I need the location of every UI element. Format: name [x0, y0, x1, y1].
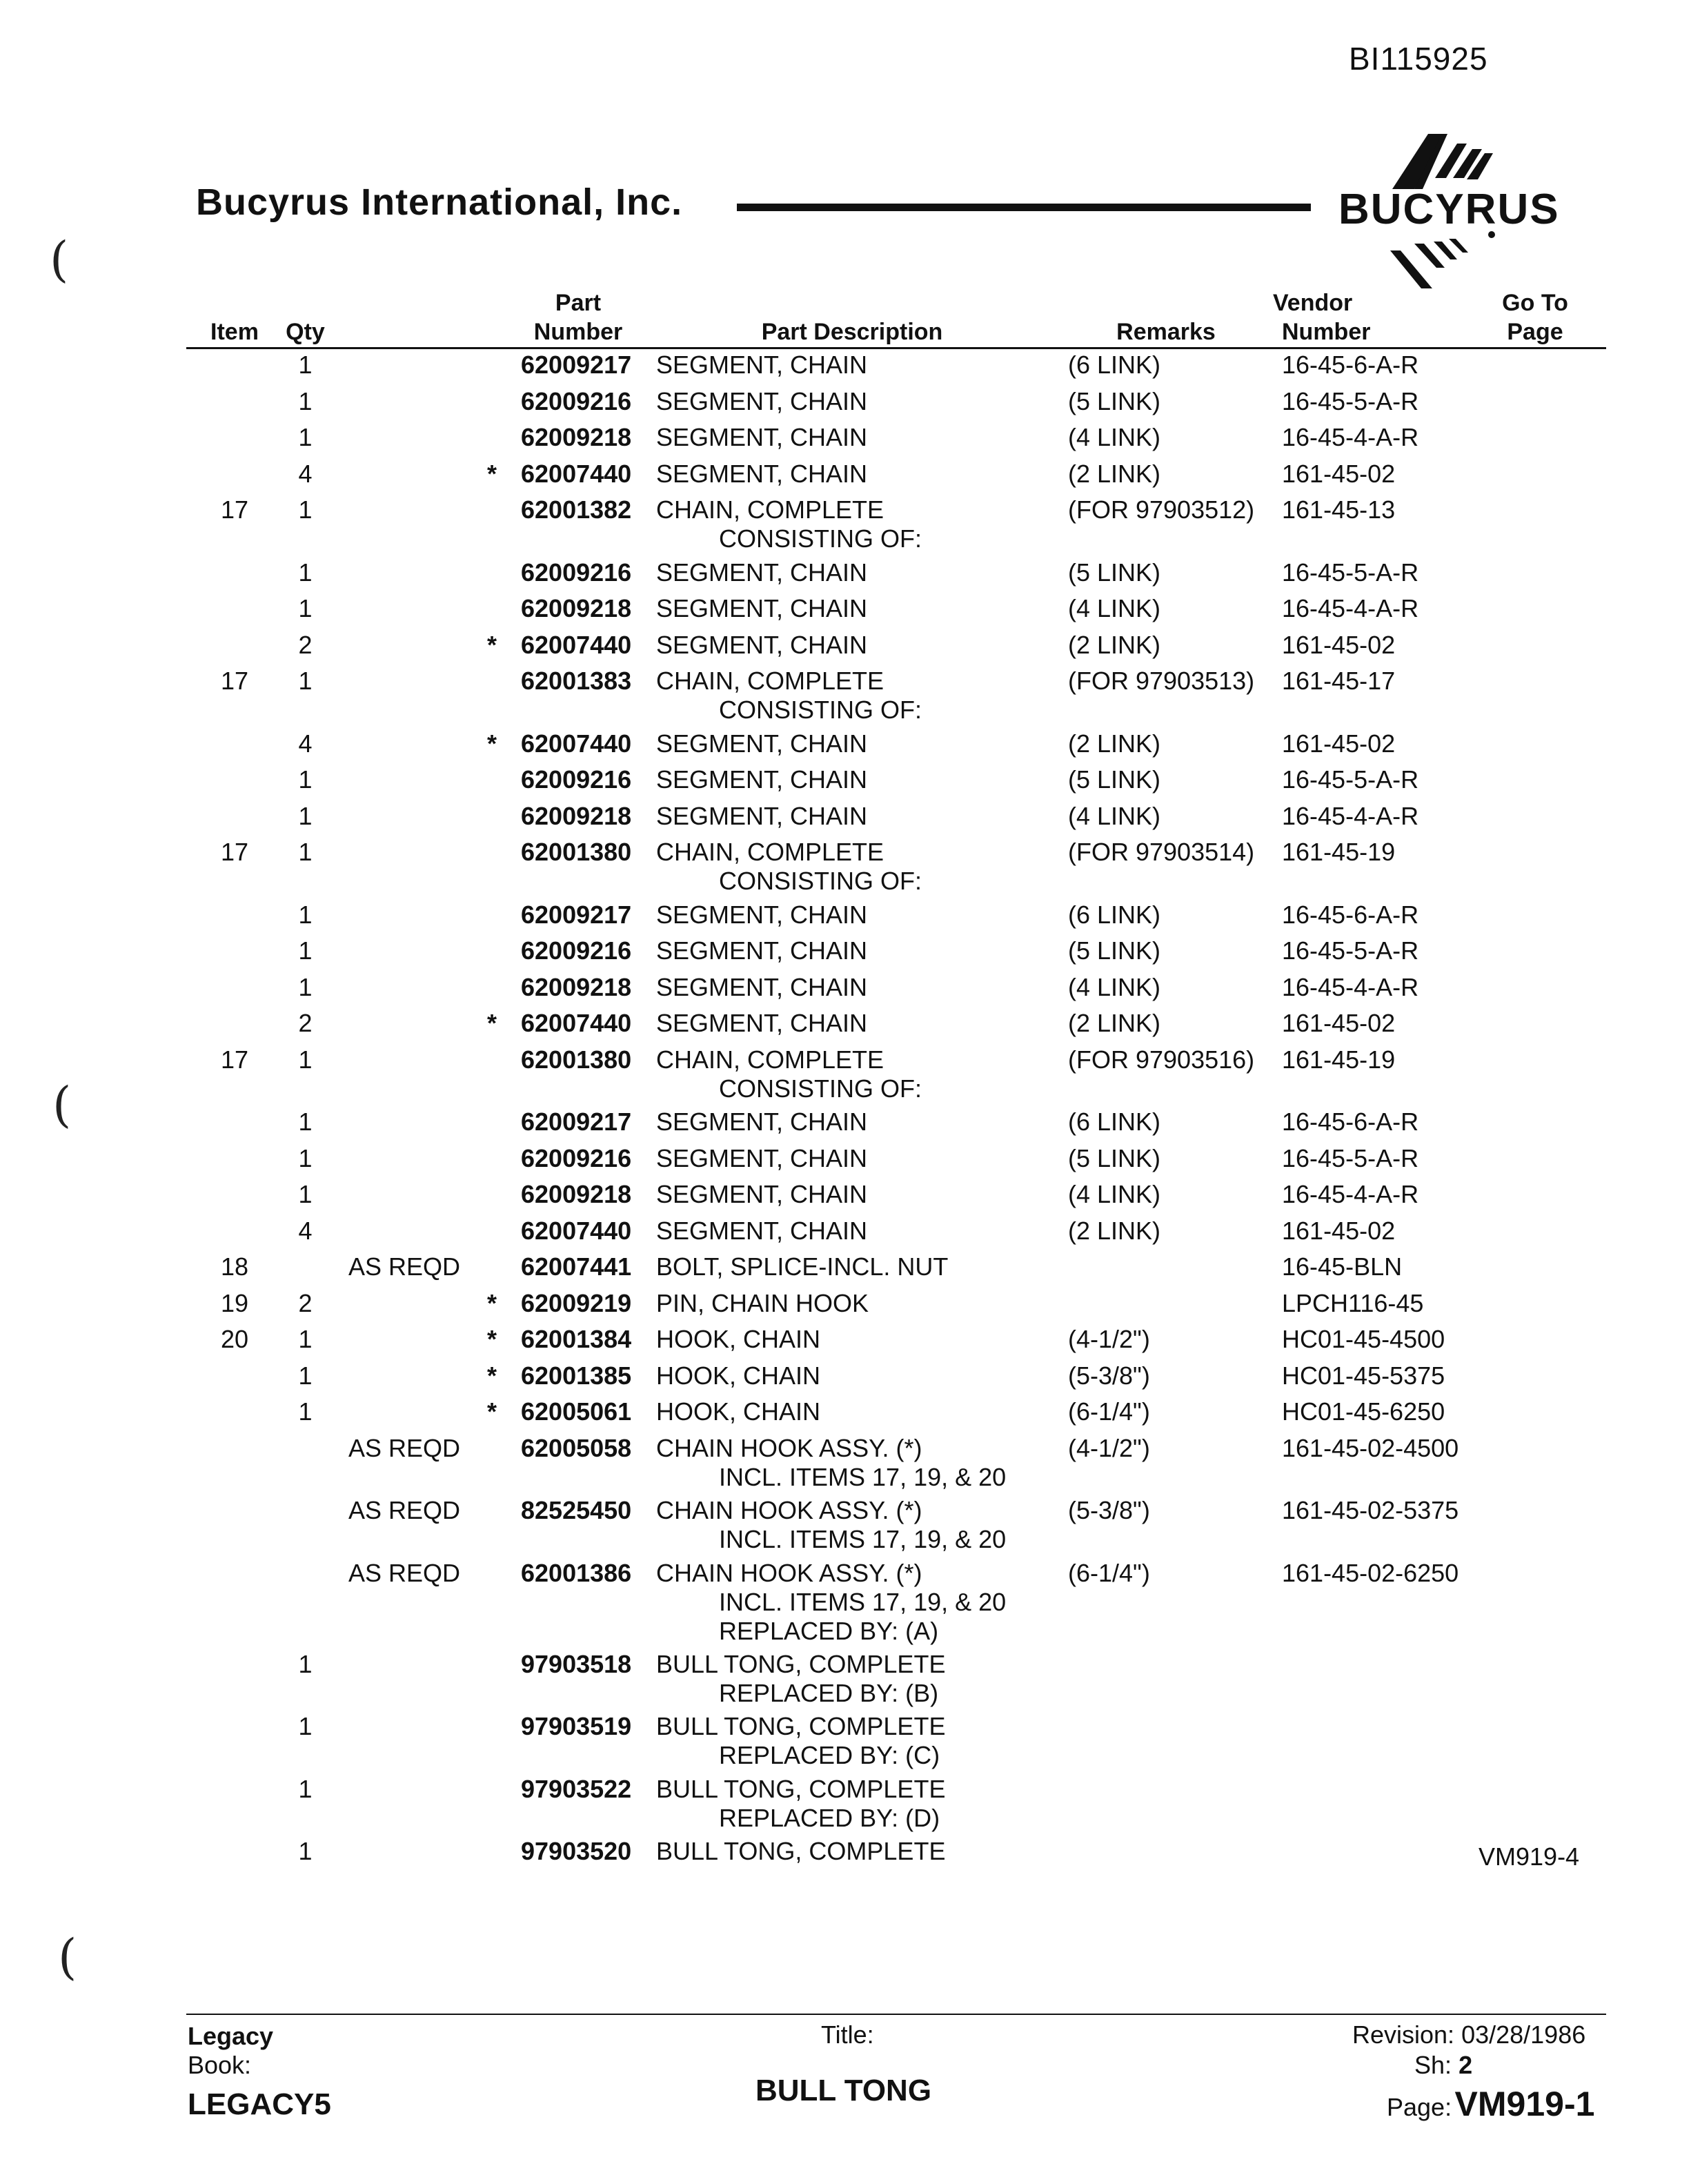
column-header-qty: Qty	[286, 319, 325, 345]
qty-cell: 1	[298, 801, 313, 830]
vendor-number-cell: 16-45-4-A-R	[1282, 801, 1419, 830]
header-rule	[186, 347, 1606, 349]
qty-cell: 1	[298, 1143, 313, 1172]
description-cell: SEGMENT, CHAIN	[656, 1216, 868, 1245]
footer-title-label: Title:	[821, 2020, 874, 2049]
vendor-number-cell: 16-45-4-A-R	[1282, 1180, 1419, 1208]
margin-mark: (	[58, 1929, 77, 1985]
part-number-cell: 62005061	[521, 1397, 632, 1426]
remarks-cell: (FOR 97903514)	[1068, 838, 1255, 866]
part-number-cell: 62007441	[521, 1252, 632, 1281]
asterisk-marker: *	[487, 1325, 497, 1353]
description-subline: INCL. ITEMS 17, 19, & 20	[719, 1587, 1007, 1616]
description-cell: HOOK, CHAIN	[656, 1361, 821, 1390]
footer-title-value: BULL TONG	[755, 2074, 932, 2107]
item-cell: 17	[220, 495, 249, 524]
qty-cell: 1	[298, 1774, 313, 1803]
part-number-cell: 62009218	[521, 594, 632, 622]
vm-reference: VM919-4	[1479, 1842, 1580, 1871]
remarks-cell: (4 LINK)	[1068, 972, 1161, 1001]
part-number-cell: 82525450	[521, 1496, 632, 1524]
description-subline: REPLACED BY: (B)	[719, 1678, 939, 1707]
part-number-cell: 62007440	[521, 459, 632, 488]
vendor-number-cell: 16-45-4-A-R	[1282, 972, 1419, 1001]
qty-cell: 4	[298, 459, 313, 488]
vendor-number-cell: 16-45-5-A-R	[1282, 765, 1419, 794]
vendor-number-cell: 161-45-02	[1282, 459, 1396, 488]
remarks-cell: (4 LINK)	[1068, 423, 1161, 451]
remarks-cell: (5-3/8")	[1068, 1496, 1150, 1524]
as-reqd-cell: AS REQD	[348, 1252, 461, 1281]
part-number-cell: 62001380	[521, 838, 632, 866]
description-subline: REPLACED BY: (C)	[719, 1741, 940, 1769]
qty-cell: 1	[298, 900, 313, 929]
footer-book-value: LEGACY5	[188, 2087, 331, 2121]
asterisk-marker: *	[487, 630, 497, 659]
remarks-cell: (2 LINK)	[1068, 1216, 1161, 1245]
description-cell: CHAIN, COMPLETE	[656, 1045, 884, 1074]
remarks-cell: (4 LINK)	[1068, 594, 1161, 622]
qty-cell: 1	[298, 1325, 313, 1353]
qty-cell: 1	[298, 1837, 313, 1865]
remarks-cell: (4 LINK)	[1068, 801, 1161, 830]
asterisk-marker: *	[487, 1361, 497, 1390]
asterisk-marker: *	[487, 729, 497, 758]
remarks-cell: (5 LINK)	[1068, 1143, 1161, 1172]
description-cell: BULL TONG, COMPLETE	[656, 1774, 946, 1803]
remarks-cell: (6-1/4")	[1068, 1558, 1150, 1587]
vendor-number-cell: 161-45-02	[1282, 729, 1396, 758]
footer-revision: Revision: 03/28/1986	[1352, 2020, 1586, 2049]
remarks-cell: (FOR 97903516)	[1068, 1045, 1255, 1074]
item-cell: 17	[220, 1045, 249, 1074]
qty-cell: 1	[298, 1108, 313, 1136]
item-cell: 17	[220, 838, 249, 866]
margin-mark: (	[52, 1076, 72, 1133]
qty-cell: 4	[298, 1216, 313, 1245]
asterisk-marker: *	[487, 1397, 497, 1426]
part-number-cell: 62005058	[521, 1433, 632, 1462]
description-cell: SEGMENT, CHAIN	[656, 765, 868, 794]
description-subline: INCL. ITEMS 17, 19, & 20	[719, 1525, 1007, 1553]
column-header-goto-top: Go To	[1502, 290, 1568, 316]
vendor-number-cell: 161-45-02-5375	[1282, 1496, 1459, 1524]
description-cell: CHAIN HOOK ASSY. (*)	[656, 1496, 922, 1524]
description-cell: SEGMENT, CHAIN	[656, 423, 868, 451]
description-cell: SEGMENT, CHAIN	[656, 1108, 868, 1136]
remarks-cell: (FOR 97903512)	[1068, 495, 1255, 524]
qty-cell: 1	[298, 1045, 313, 1074]
vendor-number-cell: 161-45-02	[1282, 1216, 1396, 1245]
part-number-cell: 62001384	[521, 1325, 632, 1353]
part-number-cell: 62009216	[521, 386, 632, 415]
description-cell: CHAIN, COMPLETE	[656, 838, 884, 866]
description-cell: SEGMENT, CHAIN	[656, 630, 868, 659]
vendor-number-cell: 16-45-5-A-R	[1282, 1143, 1419, 1172]
item-cell: 17	[220, 667, 249, 695]
qty-cell: 1	[298, 495, 313, 524]
vendor-number-cell: 161-45-02-6250	[1282, 1558, 1459, 1587]
footer-rule	[186, 2014, 1606, 2015]
description-cell: SEGMENT, CHAIN	[656, 900, 868, 929]
part-number-cell: 62009218	[521, 801, 632, 830]
vendor-number-cell: 161-45-02	[1282, 630, 1396, 659]
asterisk-marker: *	[487, 459, 497, 488]
part-number-cell: 62007440	[521, 1009, 632, 1037]
part-number-cell: 97903518	[521, 1649, 632, 1678]
part-number-cell: 97903522	[521, 1774, 632, 1803]
description-cell: SEGMENT, CHAIN	[656, 351, 868, 379]
qty-cell: 1	[298, 667, 313, 695]
qty-cell: 1	[298, 936, 313, 965]
column-header-remarks: Remarks	[1116, 319, 1216, 345]
description-cell: SEGMENT, CHAIN	[656, 1009, 868, 1037]
part-number-cell: 62009217	[521, 1108, 632, 1136]
part-number-cell: 62009218	[521, 423, 632, 451]
as-reqd-cell: AS REQD	[348, 1496, 461, 1524]
part-number-cell: 62009216	[521, 936, 632, 965]
remarks-cell: (6-1/4")	[1068, 1397, 1150, 1426]
qty-cell: 1	[298, 1180, 313, 1208]
vendor-number-cell: 161-45-02-4500	[1282, 1433, 1459, 1462]
vendor-number-cell: 16-45-4-A-R	[1282, 594, 1419, 622]
description-cell: SEGMENT, CHAIN	[656, 386, 868, 415]
vendor-number-cell: 16-45-5-A-R	[1282, 558, 1419, 587]
vendor-number-cell: HC01-45-4500	[1282, 1325, 1445, 1353]
description-subline: CONSISTING OF:	[719, 696, 922, 724]
qty-cell: 1	[298, 423, 313, 451]
description-cell: SEGMENT, CHAIN	[656, 972, 868, 1001]
description-subline-2: REPLACED BY: (A)	[719, 1616, 939, 1645]
qty-cell: 1	[298, 838, 313, 866]
description-cell: HOOK, CHAIN	[656, 1325, 821, 1353]
description-cell: HOOK, CHAIN	[656, 1397, 821, 1426]
qty-cell: 1	[298, 765, 313, 794]
remarks-cell: (6 LINK)	[1068, 1108, 1161, 1136]
part-number-cell: 62009218	[521, 972, 632, 1001]
description-cell: CHAIN, COMPLETE	[656, 495, 884, 524]
footer-page	[1387, 2084, 1594, 2124]
qty-cell: 1	[298, 594, 313, 622]
part-number-cell: 62009218	[521, 1180, 632, 1208]
part-number-cell: 62009216	[521, 558, 632, 587]
footer-page-label: Page:	[1387, 2093, 1452, 2121]
remarks-cell: (2 LINK)	[1068, 1009, 1161, 1037]
part-number-cell: 62007440	[521, 1216, 632, 1245]
remarks-cell: (6 LINK)	[1068, 900, 1161, 929]
remarks-cell: (5-3/8")	[1068, 1361, 1150, 1390]
part-number-cell: 62001385	[521, 1361, 632, 1390]
part-number-cell: 62009219	[521, 1288, 632, 1317]
remarks-cell: (4-1/2")	[1068, 1433, 1150, 1462]
title-rule	[737, 204, 1311, 211]
column-header-part-bottom: Number	[533, 319, 623, 345]
column-header-item: Item	[210, 319, 259, 345]
description-cell: SEGMENT, CHAIN	[656, 801, 868, 830]
qty-cell: 1	[298, 1397, 313, 1426]
remarks-cell: (5 LINK)	[1068, 765, 1161, 794]
description-cell: BULL TONG, COMPLETE	[656, 1837, 946, 1865]
column-header-goto-bottom: Page	[1507, 319, 1563, 345]
footer-legacy-label: Legacy	[188, 2022, 274, 2050]
qty-cell: 1	[298, 972, 313, 1001]
qty-cell: 2	[298, 1288, 313, 1317]
vendor-number-cell: 161-45-02	[1282, 1009, 1396, 1037]
footer-page-value: VM919-1	[1454, 2085, 1595, 2123]
part-number-cell: 62007440	[521, 729, 632, 758]
part-number-cell: 97903519	[521, 1712, 632, 1740]
vendor-number-cell: 16-45-6-A-R	[1282, 1108, 1419, 1136]
part-number-cell: 62009217	[521, 351, 632, 379]
description-cell: BULL TONG, COMPLETE	[656, 1712, 946, 1740]
column-header-part-top: Part	[555, 290, 602, 316]
description-cell: CHAIN, COMPLETE	[656, 667, 884, 695]
vendor-number-cell: 16-45-4-A-R	[1282, 423, 1419, 451]
footer-sheet	[1414, 2051, 1472, 2080]
item-cell: 18	[220, 1252, 249, 1281]
vendor-number-cell: HC01-45-5375	[1282, 1361, 1445, 1390]
footer-book-label: Book:	[188, 2051, 252, 2079]
qty-cell: 4	[298, 729, 313, 758]
vendor-number-cell: 16-45-5-A-R	[1282, 386, 1419, 415]
qty-cell: 1	[298, 386, 313, 415]
qty-cell: 1	[298, 1649, 313, 1678]
qty-cell: 1	[298, 1361, 313, 1390]
description-cell: SEGMENT, CHAIN	[656, 1180, 868, 1208]
vendor-number-cell: 16-45-BLN	[1282, 1252, 1403, 1281]
company-name: Bucyrus International, Inc.	[196, 181, 683, 223]
remarks-cell: (2 LINK)	[1068, 459, 1161, 488]
part-number-cell: 97903520	[521, 1837, 632, 1865]
remarks-cell: (5 LINK)	[1068, 558, 1161, 587]
description-subline: CONSISTING OF:	[719, 1074, 922, 1103]
remarks-cell: (5 LINK)	[1068, 386, 1161, 415]
description-subline: CONSISTING OF:	[719, 867, 922, 895]
description-cell: BOLT, SPLICE-INCL. NUT	[656, 1252, 949, 1281]
remarks-cell: (FOR 97903513)	[1068, 667, 1255, 695]
qty-cell: 1	[298, 1712, 313, 1740]
description-cell: CHAIN HOOK ASSY. (*)	[656, 1558, 922, 1587]
as-reqd-cell: AS REQD	[348, 1558, 461, 1587]
column-header-vendor-top: Vendor	[1273, 290, 1353, 316]
column-header-description: Part Description	[761, 319, 943, 345]
vendor-number-cell: 16-45-5-A-R	[1282, 936, 1419, 965]
asterisk-marker: *	[487, 1009, 497, 1037]
remarks-cell: (4 LINK)	[1068, 1180, 1161, 1208]
description-cell: PIN, CHAIN HOOK	[656, 1288, 869, 1317]
qty-cell: 2	[298, 1009, 313, 1037]
remarks-cell: (2 LINK)	[1068, 729, 1161, 758]
footer-sheet-value: 2	[1458, 2051, 1473, 2079]
description-cell: CHAIN HOOK ASSY. (*)	[656, 1433, 922, 1462]
part-number-cell: 62001380	[521, 1045, 632, 1074]
description-cell: BULL TONG, COMPLETE	[656, 1649, 946, 1678]
vendor-number-cell: 161-45-19	[1282, 1045, 1396, 1074]
part-number-cell: 62009217	[521, 900, 632, 929]
part-number-cell: 62001382	[521, 495, 632, 524]
column-header-vendor-bottom: Number	[1282, 319, 1371, 345]
item-cell: 20	[220, 1325, 249, 1353]
description-cell: SEGMENT, CHAIN	[656, 936, 868, 965]
document-id: BI115925	[1349, 41, 1488, 77]
remarks-cell: (2 LINK)	[1068, 630, 1161, 659]
vendor-number-cell: 16-45-6-A-R	[1282, 900, 1419, 929]
description-subline: CONSISTING OF:	[719, 524, 922, 553]
as-reqd-cell: AS REQD	[348, 1433, 461, 1462]
description-cell: SEGMENT, CHAIN	[656, 594, 868, 622]
description-subline: INCL. ITEMS 17, 19, & 20	[719, 1462, 1007, 1491]
vendor-number-cell: HC01-45-6250	[1282, 1397, 1445, 1426]
description-cell: SEGMENT, CHAIN	[656, 459, 868, 488]
part-number-cell: 62001383	[521, 667, 632, 695]
item-cell: 19	[220, 1288, 249, 1317]
qty-cell: 1	[298, 558, 313, 587]
vendor-number-cell: 161-45-13	[1282, 495, 1396, 524]
logo-wordmark: BUCYRUS	[1338, 186, 1560, 233]
description-cell: SEGMENT, CHAIN	[656, 729, 868, 758]
remarks-cell: (4-1/2")	[1068, 1325, 1150, 1353]
remarks-cell: (6 LINK)	[1068, 351, 1161, 379]
part-number-cell: 62009216	[521, 1143, 632, 1172]
footer-sheet-label: Sh:	[1414, 2051, 1452, 2079]
qty-cell: 1	[298, 351, 313, 379]
asterisk-marker: *	[487, 1288, 497, 1317]
vendor-number-cell: 161-45-19	[1282, 838, 1396, 866]
vendor-number-cell: 161-45-17	[1282, 667, 1396, 695]
vendor-number-cell: 16-45-6-A-R	[1282, 351, 1419, 379]
part-number-cell: 62009216	[521, 765, 632, 794]
description-subline: REPLACED BY: (D)	[719, 1803, 940, 1832]
qty-cell: 2	[298, 630, 313, 659]
description-cell: SEGMENT, CHAIN	[656, 558, 868, 587]
description-cell: SEGMENT, CHAIN	[656, 1143, 868, 1172]
remarks-cell: (5 LINK)	[1068, 936, 1161, 965]
margin-mark: (	[50, 231, 69, 288]
vendor-number-cell: LPCH116-45	[1282, 1288, 1424, 1317]
part-number-cell: 62007440	[521, 630, 632, 659]
part-number-cell: 62001386	[521, 1558, 632, 1587]
